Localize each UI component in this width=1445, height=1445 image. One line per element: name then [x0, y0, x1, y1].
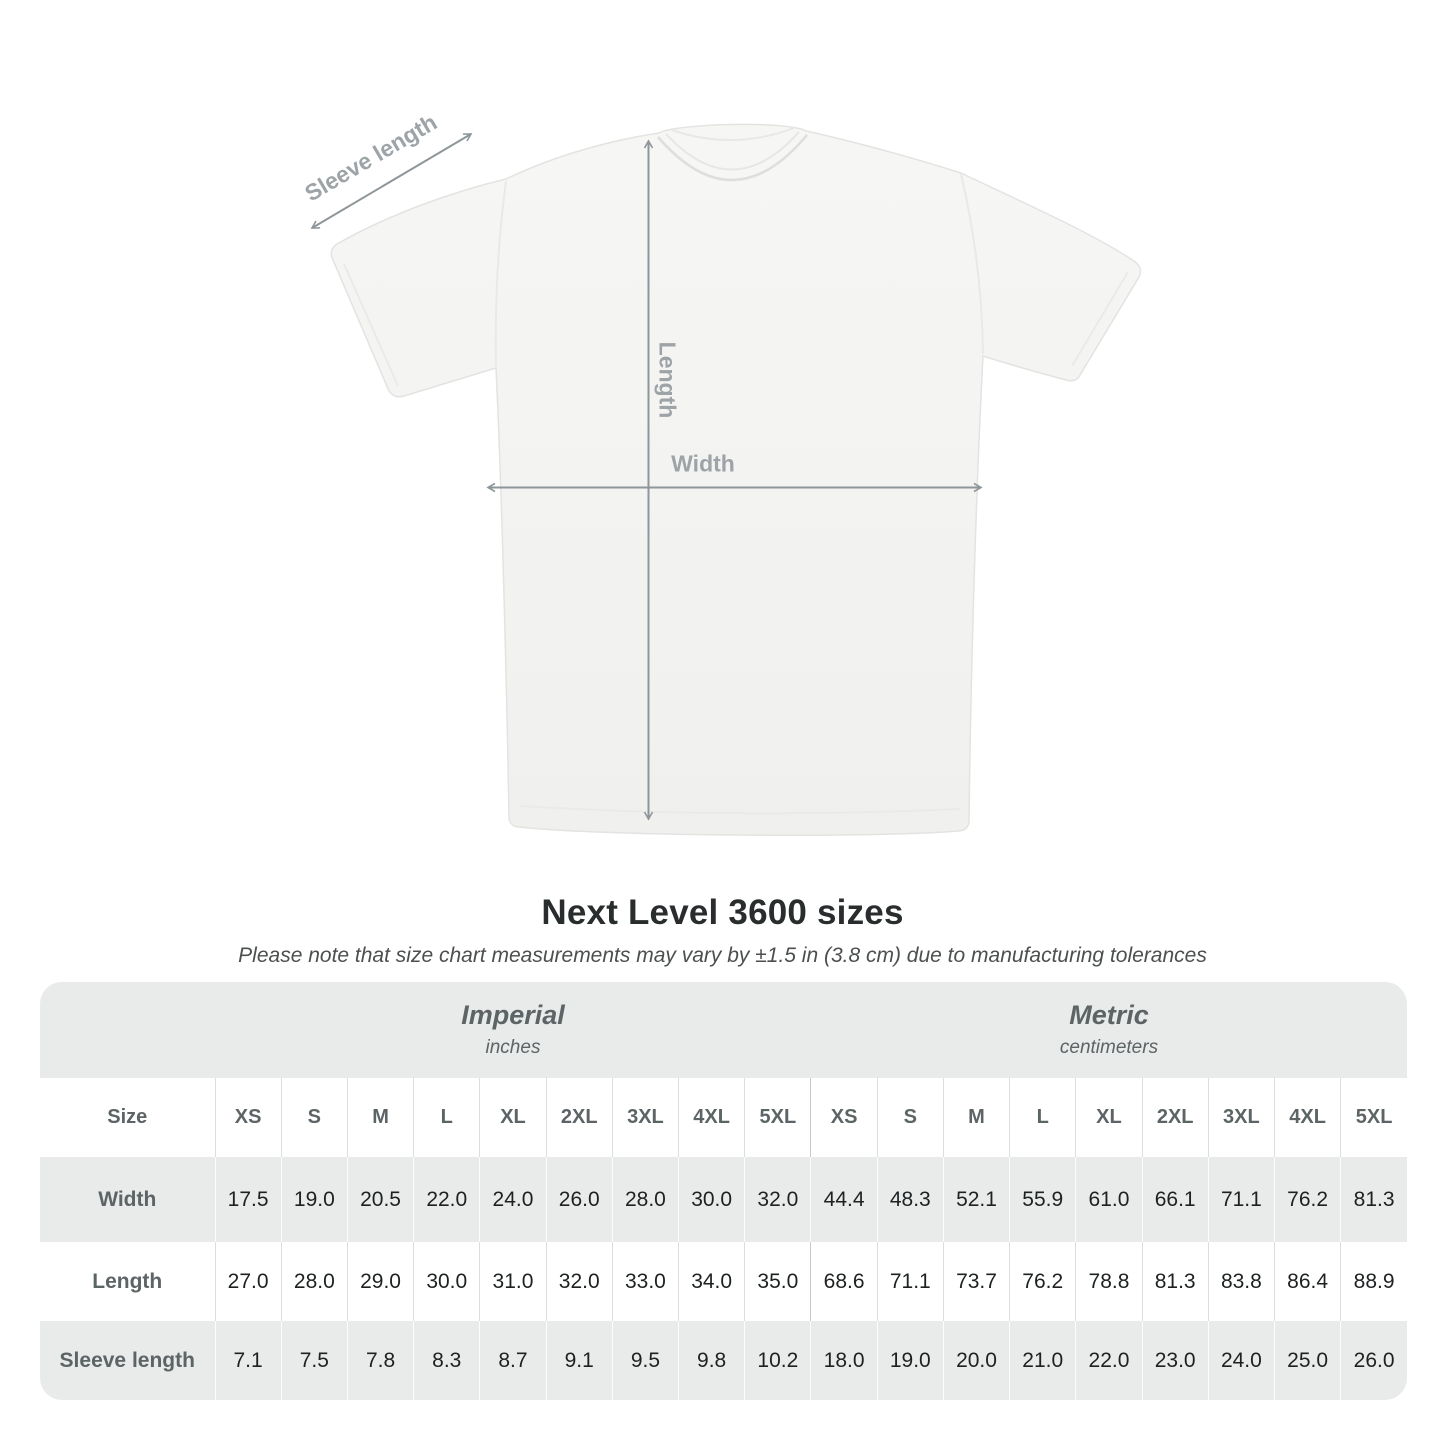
width-value: 26.0	[546, 1157, 612, 1242]
length-value: 32.0	[546, 1242, 612, 1321]
width-value: 52.1	[943, 1157, 1009, 1242]
sleeve-value: 8.7	[480, 1321, 546, 1400]
width-value: 76.2	[1275, 1157, 1341, 1242]
sleeve-length-label: Sleeve length	[300, 108, 442, 207]
sleeve-value: 18.0	[811, 1321, 877, 1400]
corner-blank-cell	[40, 982, 215, 1078]
width-value: 48.3	[877, 1157, 943, 1242]
size-col-header: XL	[1076, 1078, 1142, 1157]
sleeve-value: 7.5	[281, 1321, 347, 1400]
title-block	[0, 893, 1445, 968]
length-value: 28.0	[281, 1242, 347, 1321]
width-value: 44.4	[811, 1157, 877, 1242]
size-chart-table	[40, 982, 1407, 1400]
sleeve-value: 25.0	[1275, 1321, 1341, 1400]
width-value: 55.9	[1010, 1157, 1076, 1242]
width-value: 30.0	[679, 1157, 745, 1242]
size-col-header: 2XL	[1142, 1078, 1208, 1157]
size-col-header: S	[877, 1078, 943, 1157]
imperial-title: Imperial	[461, 999, 565, 1030]
sleeve-value: 26.0	[1341, 1321, 1407, 1400]
length-value: 31.0	[480, 1242, 546, 1321]
size-col-header: 4XL	[679, 1078, 745, 1157]
sleeve-row-label: Sleeve length	[59, 1348, 195, 1372]
length-value: 76.2	[1010, 1242, 1076, 1321]
size-col-header: XS	[215, 1078, 281, 1157]
length-value: 27.0	[215, 1242, 281, 1321]
sleeve-value: 23.0	[1142, 1321, 1208, 1400]
tolerance-note: Please note that size chart measurements may vary by ±1.5 in (3.8 cm) due to manufacturing tolerances	[238, 944, 1207, 967]
metric-title: Metric	[1069, 999, 1149, 1030]
size-col-header: 3XL	[1208, 1078, 1274, 1157]
length-value: 73.7	[943, 1242, 1009, 1321]
size-col-header: 5XL	[1341, 1078, 1407, 1157]
tshirt-body	[331, 124, 1140, 835]
sleeve-value: 22.0	[1076, 1321, 1142, 1400]
width-value: 66.1	[1142, 1157, 1208, 1242]
sleeve-value: 7.1	[215, 1321, 281, 1400]
imperial-section-header	[215, 982, 811, 1078]
size-table	[40, 982, 1407, 1400]
size-col-header: L	[1010, 1078, 1076, 1157]
size-col-header: XL	[480, 1078, 546, 1157]
imperial-unit: inches	[485, 1037, 541, 1059]
length-label: Length	[654, 341, 681, 419]
size-col-header: M	[943, 1078, 1009, 1157]
width-value: 81.3	[1341, 1157, 1407, 1242]
sleeve-value: 9.5	[612, 1321, 678, 1400]
size-col-header: M	[347, 1078, 413, 1157]
width-row-label: Width	[98, 1187, 157, 1211]
width-value: 24.0	[480, 1157, 546, 1242]
length-value: 68.6	[811, 1242, 877, 1321]
length-value: 34.0	[679, 1242, 745, 1321]
width-value: 61.0	[1076, 1157, 1142, 1242]
width-label: Width	[671, 450, 735, 477]
length-value: 81.3	[1142, 1242, 1208, 1321]
sleeve-value: 10.2	[745, 1321, 811, 1400]
size-col-header: 2XL	[546, 1078, 612, 1157]
width-value: 20.5	[347, 1157, 413, 1242]
size-col-header: L	[414, 1078, 480, 1157]
width-value: 19.0	[281, 1157, 347, 1242]
length-value: 71.1	[877, 1242, 943, 1321]
size-col-header: S	[281, 1078, 347, 1157]
width-value: 17.5	[215, 1157, 281, 1242]
size-header-row	[40, 1078, 1407, 1157]
width-value: 22.0	[414, 1157, 480, 1242]
length-value: 86.4	[1275, 1242, 1341, 1321]
sleeve-length-row	[40, 1321, 1407, 1400]
sleeve-value: 7.8	[347, 1321, 413, 1400]
sleeve-value: 9.8	[679, 1321, 745, 1400]
sleeve-value: 19.0	[877, 1321, 943, 1400]
length-value: 30.0	[414, 1242, 480, 1321]
size-corner-label: Size	[107, 1106, 148, 1128]
length-value: 78.8	[1076, 1242, 1142, 1321]
sleeve-value: 20.0	[943, 1321, 1009, 1400]
length-value: 35.0	[745, 1242, 811, 1321]
length-value: 88.9	[1341, 1242, 1407, 1321]
size-col-header: XS	[811, 1078, 877, 1157]
size-col-header: 4XL	[1275, 1078, 1341, 1157]
length-value: 33.0	[612, 1242, 678, 1321]
width-value: 32.0	[745, 1157, 811, 1242]
width-value: 71.1	[1208, 1157, 1274, 1242]
width-value: 28.0	[612, 1157, 678, 1242]
length-row	[40, 1242, 1407, 1321]
length-row-label: Length	[92, 1269, 163, 1293]
metric-unit: centimeters	[1059, 1037, 1159, 1059]
page-title: Next Level 3600 sizes	[541, 893, 904, 932]
sleeve-value: 8.3	[414, 1321, 480, 1400]
size-col-header: 3XL	[612, 1078, 678, 1157]
sleeve-value: 24.0	[1208, 1321, 1274, 1400]
length-value: 29.0	[347, 1242, 413, 1321]
sleeve-value: 21.0	[1010, 1321, 1076, 1400]
length-value: 83.8	[1208, 1242, 1274, 1321]
section-header-row	[40, 982, 1407, 1078]
width-row	[40, 1157, 1407, 1242]
metric-section-header	[811, 982, 1407, 1078]
size-col-header: 5XL	[745, 1078, 811, 1157]
sleeve-value: 9.1	[546, 1321, 612, 1400]
